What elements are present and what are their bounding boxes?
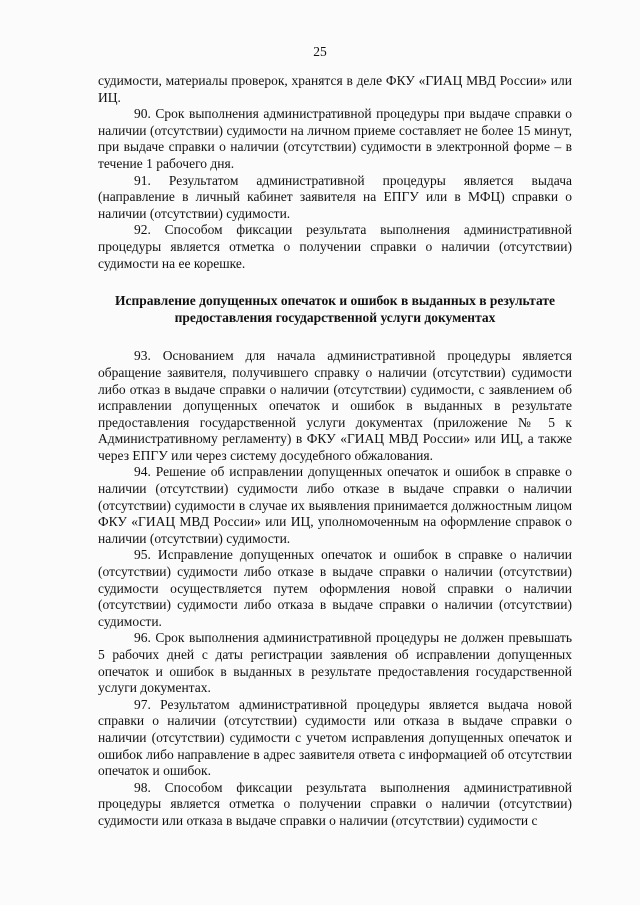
paragraph-91: 91. Результатом административной процедуры является выдача (направление в личный кабинет заявителя на ЕПГУ или в МФЦ) справки о наличии (отсутствии) судимости. — [98, 172, 572, 221]
paragraph-96: 96. Срок выполнения административной процедуры не должен превышать 5 рабочих дней с даты регистрации заявления об исправлении допущенных опечаток и ошибок в выданных в результате предоставления государственной услуги документах. — [98, 630, 572, 696]
paragraph-90: 90. Срок выполнения административной процедуры при выдаче справки о наличии (отсутствии) судимости на личном приеме составляет не более 15 минут, при выдаче справки о наличии (отсутствии) судимости в электронной форме – в течение 1 рабочего дня. — [98, 106, 572, 171]
paragraph-98: 98. Способом фиксации результата выполнения административной процедуры является отметка о получении справки о наличии (отсутствии) судимости или отказа в выдаче справки о наличии (отсутствии) судимости с — [98, 779, 572, 828]
paragraph-93: 93. Основанием для начала административной процедуры является обращение заявителя, получившего справку о наличии (отсутствии) судимости либо отказ в выдаче справки о наличии (отсутствии) судимости, с заявлением об исправлении допущенных опечаток и ошибок в выданных в результате предоставления государственной услуги документах (приложение № 5 к Административному регламенту) в ФКУ «ГИАЦ МВД России» или ИЦ, а также через ЕПГУ или через систему досудебного обжалования. — [98, 348, 572, 463]
paragraph-95: 95. Исправление допущенных опечаток и ошибок в справке о наличии (отсутствии) судимости либо отказе в выдаче справки о наличии (отсутствии) судимости осуществляется путем оформления новой справки о наличии (отсутствии) судимости либо отказа в выдаче справки о наличии (отсутствии) судимости. — [98, 547, 572, 629]
paragraph-94: 94. Решение об исправлении допущенных опечаток и ошибок в справке о наличии (отсутствии) судимости либо отказе в выдаче справки о наличии (отсутствии) судимости в случае их выявления принимается должностным лицом ФКУ «ГИАЦ МВД России» или ИЦ, уполномоченным на оформление справок о наличии (отсутствии) судимости. — [98, 464, 572, 546]
paragraph-92: 92. Способом фиксации результата выполнения административной процедуры является отметка о получении справки о наличии (отсутствии) судимости на ее корешке. — [98, 222, 572, 271]
paragraph-97: 97. Результатом административной процедуры является выдача новой справки о наличии (отсутствии) судимости или отказа в выдаче справки о наличии (отсутствии) судимости с учетом исправления допущенных опечаток и ошибок либо направление в адрес заявителя ответа с информацией об отсутствии опечаток и ошибок. — [98, 696, 572, 779]
section-heading: Исправление допущенных опечаток и ошибок в выданных в результате предоставления государственной услуги документах — [115, 293, 555, 325]
paragraph-89-continuation: судимости, материалы проверок, хранятся в деле ФКУ «ГИАЦ МВД России» или ИЦ. — [98, 73, 572, 105]
document-body — [98, 73, 572, 830]
page-number: 25 — [313, 44, 327, 59]
